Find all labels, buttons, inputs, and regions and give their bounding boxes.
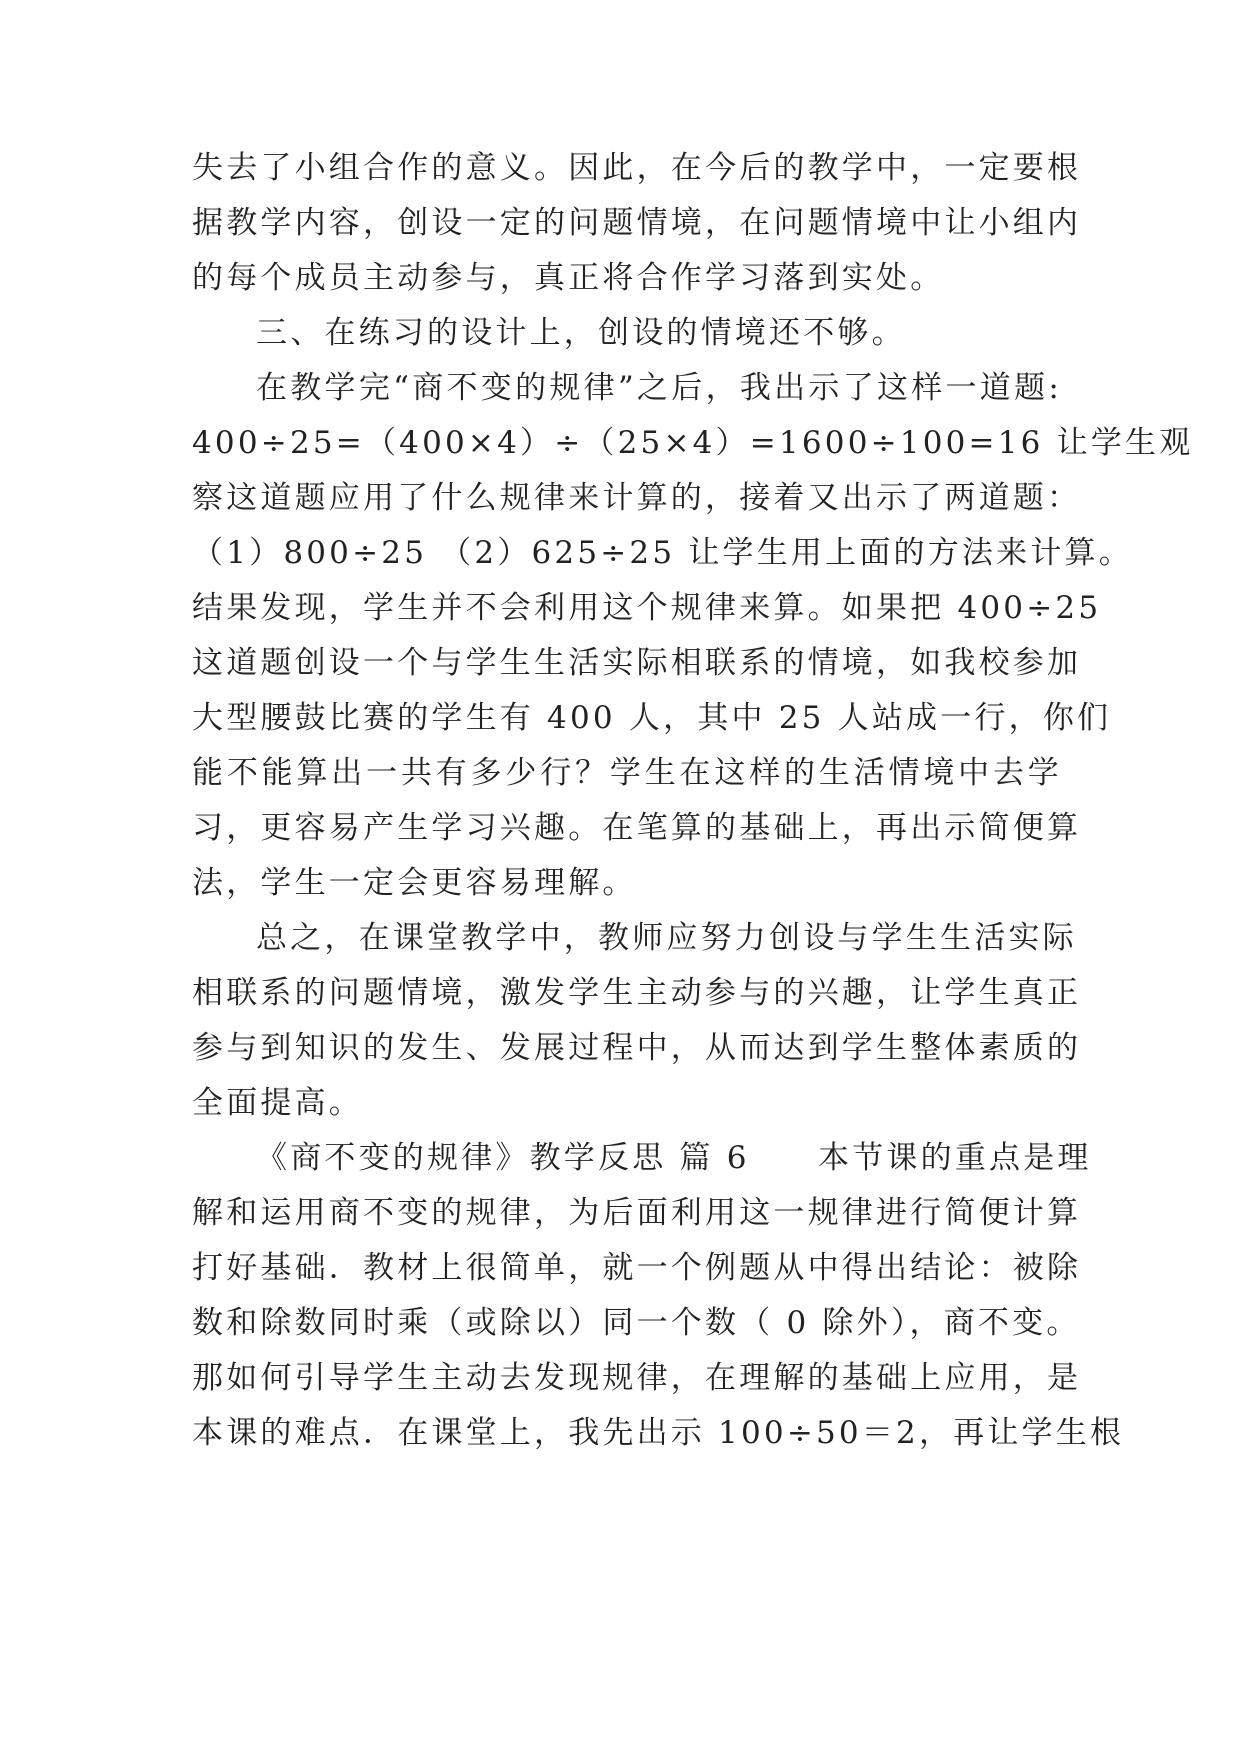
text-line: 习，更容易产生学习兴趣。在笔算的基础上，再出示简便算 xyxy=(192,810,1082,846)
text-line: 结果发现，学生并不会利用这个规律来算。如果把 400÷25 xyxy=(192,590,1102,626)
text-line: 本课的难点．在课堂上，我先出示 100÷50＝2，再让学生根 xyxy=(192,1415,1125,1451)
text-line: 在教学完“商不变的规律”之后，我出示了这样一道题: xyxy=(256,370,1062,406)
text-line: 400÷25=（400×4）÷（25×4）=1600÷100=16 让学生观 xyxy=(192,425,1194,461)
section-title-line: 《商不变的规律》教学反思 篇 6 本节课的重点是理 xyxy=(256,1140,1092,1176)
text-line: 能不能算出一共有多少行？学生在这样的生活情境中去学 xyxy=(192,755,1062,791)
text-line: 参与到知识的发生、发展过程中，从而达到学生整体素质的 xyxy=(192,1030,1082,1066)
text-line: 察这道题应用了什么规律来计算的，接着又出示了两道题： xyxy=(192,480,1082,516)
text-line: 的每个成员主动参与，真正将合作学习落到实处。 xyxy=(192,260,945,296)
text-line: 解和运用商不变的规律，为后面利用这一规律进行简便计算 xyxy=(192,1195,1082,1231)
text-line: 那如何引导学生主动去发现规律，在理解的基础上应用，是 xyxy=(192,1360,1082,1396)
text-line: 据教学内容，创设一定的问题情境，在问题情境中让小组内 xyxy=(192,205,1082,241)
text-line: 总之，在课堂教学中，教师应努力创设与学生生活实际 xyxy=(256,920,1077,956)
section-heading: 三、在练习的设计上，创设的情境还不够。 xyxy=(256,315,906,351)
text-line: （1）800÷25 （2）625÷25 让学生用上面的方法来计算。 xyxy=(192,535,1133,571)
text-line: 失去了小组合作的意义。因此，在今后的教学中，一定要根 xyxy=(192,150,1082,186)
text-line: 法，学生一定会更容易理解。 xyxy=(192,865,637,901)
text-line: 大型腰鼓比赛的学生有 400 人，其中 25 人站成一行，你们 xyxy=(192,700,1112,736)
text-line: 全面提高。 xyxy=(192,1085,363,1121)
text-line: 这道题创设一个与学生生活实际相联系的情境，如我校参加 xyxy=(192,645,1082,681)
text-line: 打好基础．教材上很简单，就一个例题从中得出结论：被除 xyxy=(192,1250,1082,1286)
text-line: 相联系的问题情境，激发学生主动参与的兴趣，让学生真正 xyxy=(192,975,1082,1011)
text-line: 数和除数同时乘（或除以）同一个数（ 0 除外），商不变。 xyxy=(192,1305,1081,1341)
